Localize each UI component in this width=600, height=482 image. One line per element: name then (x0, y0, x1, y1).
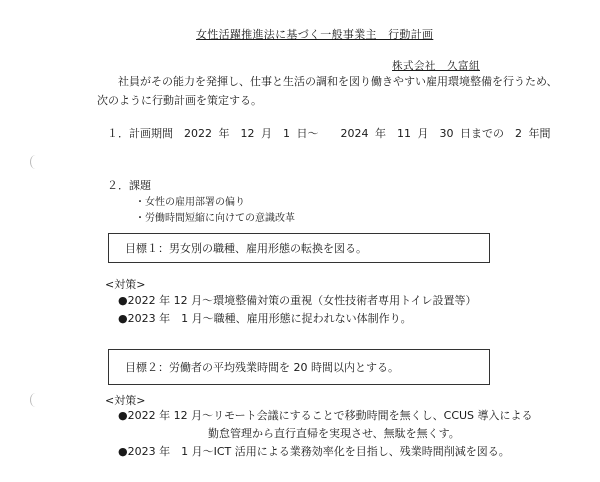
measure-item: ●2023 年 1 月～ICT 活用による業務効率化を目指し、残業時間削減を図る。 (118, 445, 510, 458)
goal-2-text: 目標２：労働者の平均残業時間を 20 時間以内とする。 (125, 361, 399, 374)
measure-item: ●2023 年 1 月～職種、雇用形態に捉われない体制作り。 (118, 312, 412, 325)
intro-line-2: 次のように行動計画を策定する。 (97, 94, 262, 107)
issue-item: ・女性の雇用部署の偏り (135, 197, 245, 208)
intro-line-1: 社員がその能力を発揮し、仕事と生活の調和を図り働きやすい雇用環境整備を行うため、 (118, 75, 558, 88)
goal-1-box (108, 233, 490, 263)
measures-1-heading: <対策> (105, 278, 146, 291)
punch-hole-mark (30, 155, 41, 169)
issue-item: ・労働時間短縮に向けての意識改革 (135, 213, 295, 224)
measure-item: ●2022 年 12 月～環境整備対策の重視（女性技術者専用トイレ設置等） (118, 294, 477, 307)
issues-heading: ２．課題 (107, 179, 151, 192)
plan-period: １．計画期間 2022 年 12 月 1 日～ 2024 年 11 月 30 日までの 2 年間 (107, 127, 551, 140)
company-name: 株式会社 久富組 (392, 60, 480, 72)
measures-2-heading: <対策> (105, 394, 146, 407)
goal-1-text: 目標１：男女別の職種、雇用形態の転換を図る。 (125, 242, 367, 255)
document-title: 女性活躍推進法に基づく一般事業主 行動計画 (196, 28, 434, 41)
punch-hole-mark (30, 393, 41, 407)
goal-2-box (108, 349, 490, 385)
measure-item-continuation: 勤怠管理から直行直帰を実現させ、無駄を無くす。 (208, 427, 460, 440)
measure-item: ●2022 年 12 月～リモート会議にすることで移動時間を無くし、CCUS 導入による (118, 409, 533, 422)
